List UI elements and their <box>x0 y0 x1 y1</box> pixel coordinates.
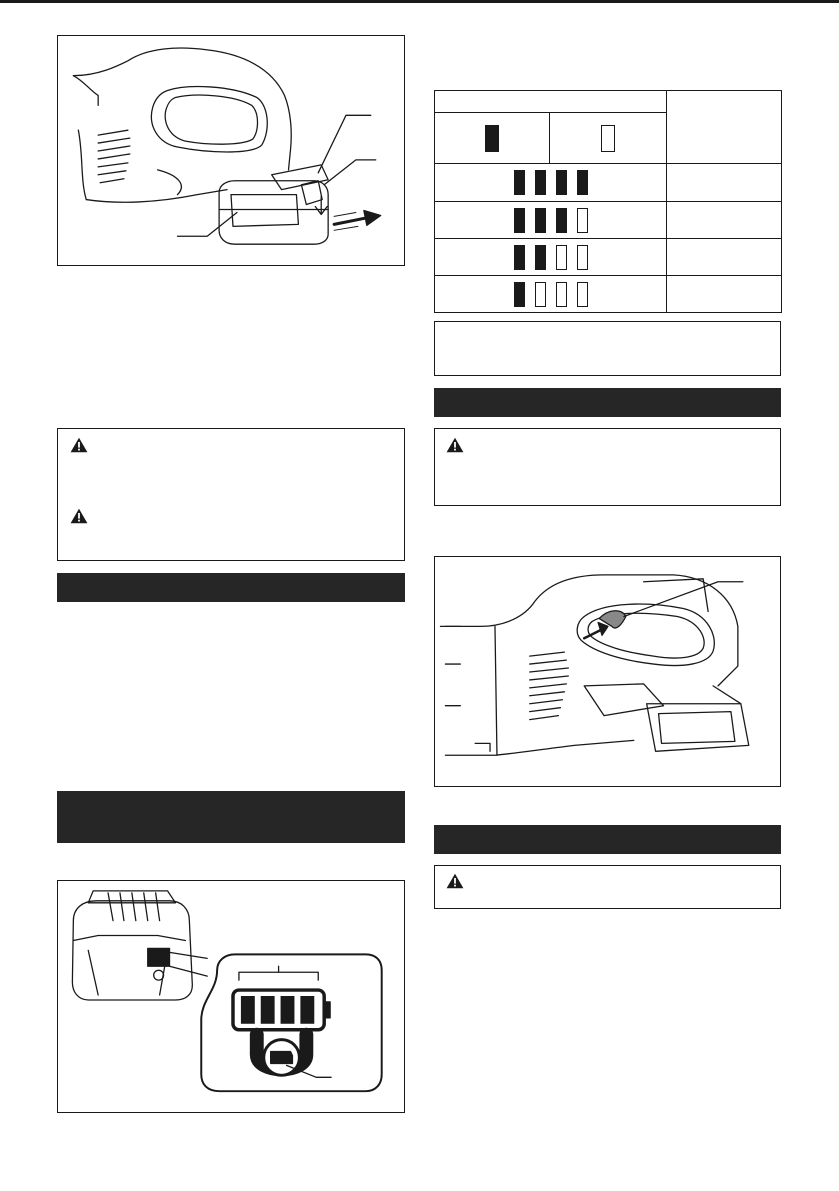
legend-off <box>550 113 667 164</box>
capacity-cell <box>667 164 782 202</box>
lamp-on <box>535 208 546 233</box>
section-heading-bar <box>434 388 781 417</box>
caution-note-box <box>434 865 781 909</box>
warning-note-box <box>57 428 405 561</box>
switch-action-illustration <box>435 557 780 786</box>
battery-removal-illustration <box>58 36 404 265</box>
figure-battery-indicator <box>57 880 405 1113</box>
note-box <box>434 321 781 376</box>
table-row <box>435 276 782 313</box>
figure-switch-action <box>434 556 781 787</box>
lamp-off <box>577 282 588 307</box>
lamp-off <box>577 245 588 270</box>
table-row <box>435 164 782 202</box>
figure-battery-removal <box>57 35 405 266</box>
warning-icon <box>446 437 464 453</box>
lamp-on <box>535 170 546 195</box>
lamp-off <box>556 245 567 270</box>
lamp-on <box>485 125 499 152</box>
section-heading-bar-tall <box>57 791 405 843</box>
battery-indicator-illustration <box>58 881 404 1112</box>
lamp-on <box>514 245 525 270</box>
page-top-rule <box>0 0 839 3</box>
lamp-on <box>514 208 525 233</box>
lamp-on <box>556 208 567 233</box>
capacity-cell <box>667 239 782 276</box>
lamp-on <box>535 245 546 270</box>
legend-lighted <box>435 113 550 164</box>
lamp-off <box>556 282 567 307</box>
lamp-on <box>514 282 525 307</box>
table-header-capacity <box>667 91 782 164</box>
capacity-cell <box>667 202 782 239</box>
lamp-off <box>577 208 588 233</box>
lamp-on <box>577 170 588 195</box>
lamp-on <box>556 170 567 195</box>
lamp-on <box>514 170 525 195</box>
warning-icon <box>70 437 88 453</box>
warning-icon <box>446 873 464 889</box>
table-header-indicator <box>435 91 667 113</box>
caution-note-box <box>434 428 781 506</box>
table-row <box>435 202 782 239</box>
capacity-table <box>434 90 782 313</box>
capacity-cell <box>667 276 782 313</box>
table-row <box>435 239 782 276</box>
section-heading-bar <box>434 825 781 854</box>
warning-icon <box>70 508 88 524</box>
lamp-off <box>601 125 615 152</box>
lamp-off <box>535 282 546 307</box>
section-heading-bar <box>57 573 405 602</box>
